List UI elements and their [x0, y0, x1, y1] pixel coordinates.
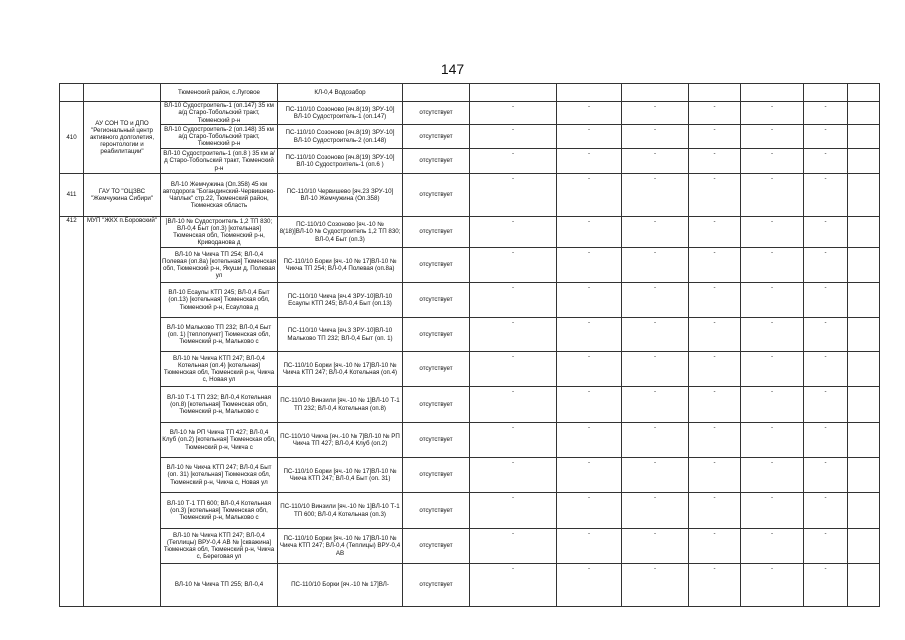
dash-cell: -	[804, 174, 848, 217]
dash-cell: -	[622, 217, 689, 248]
empty-cell	[848, 102, 880, 125]
dash-cell: -	[689, 248, 741, 283]
status-cell: отсутствует	[403, 102, 470, 125]
status-cell: отсутствует	[403, 352, 470, 387]
table-row	[60, 493, 880, 529]
dash-cell: -	[557, 125, 622, 149]
table-row	[60, 318, 880, 352]
table-row	[60, 423, 880, 458]
source-cell: ПС-110/10 Червишево [яч.23 ЗРУ-10] ВЛ-10 Жемчужина (Оп.358)	[278, 174, 403, 217]
dash-cell: -	[741, 318, 804, 352]
empty-cell	[804, 84, 848, 102]
dash-cell: -	[557, 283, 622, 318]
dash-cell: -	[689, 102, 741, 125]
dash-cell: -	[557, 217, 622, 248]
table-row	[60, 387, 880, 423]
status-cell: отсутствует	[403, 493, 470, 529]
dash-cell: -	[741, 564, 804, 607]
dash-cell: -	[804, 217, 848, 248]
dash-cell: -	[689, 283, 741, 318]
source-cell: ПС-110/10 Чикча [яч.-10 № 7]ВЛ-10 № РП Чикча ТП 427; ВЛ-0,4 Клуб (оп.2)	[278, 423, 403, 458]
table-row	[60, 283, 880, 318]
table-body	[60, 84, 880, 607]
status-cell: отсутствует	[403, 564, 470, 607]
dash-cell: -	[689, 174, 741, 217]
dash-cell: -	[689, 318, 741, 352]
object-cell: ВЛ-10 Судостроитель-2 (оп.148) 35 км а/д Старо-Тобольский тракт, Тюменский р-н	[161, 125, 278, 149]
status-cell: отсутствует	[403, 217, 470, 248]
dash-cell: -	[741, 217, 804, 248]
dash-cell: -	[741, 248, 804, 283]
dash-cell: -	[557, 458, 622, 493]
dash-cell: -	[689, 149, 741, 174]
dash-cell: -	[470, 102, 557, 125]
status-cell: отсутствует	[403, 529, 470, 564]
empty-cell	[848, 423, 880, 458]
dash-cell: -	[622, 248, 689, 283]
org-cell: ГАУ ТО "ОЦЗВС "Жемчужина Сибири"	[84, 174, 161, 217]
table-row	[60, 84, 880, 102]
empty-cell	[848, 84, 880, 102]
object-cell: ]ВЛ-10 № Судостроитель 1,2 ТП 830; ВЛ-0,4 Быт (оп.3) [котельная] Тюменская обл, Тюменский р-н, Криводанова д	[161, 217, 278, 248]
source-cell: ПС-110/10 Винзили [яч.-10 № 1]ВЛ-10 Т-1 ТП 600; ВЛ-0,4 Котельная (оп.3)	[278, 493, 403, 529]
table-row	[60, 248, 880, 283]
dash-cell: -	[622, 283, 689, 318]
number-cell	[60, 84, 84, 102]
dash-cell: -	[741, 423, 804, 458]
dash-cell: -	[689, 564, 741, 607]
dash-cell: -	[804, 283, 848, 318]
object-cell: ВЛ-10 Т-1 ТП 232; ВЛ-0,4 Котельная (оп.8) [котельная] Тюменская обл, Тюменский р-н, Мальково с	[161, 387, 278, 423]
empty-cell	[848, 283, 880, 318]
status-cell: отсутствует	[403, 423, 470, 458]
dash-cell: -	[741, 283, 804, 318]
empty-cell	[848, 174, 880, 217]
object-cell: ВЛ-10 № Чикча КТП 247; ВЛ-0,4 Быт (оп. 31) [котельная] Тюменская обл, Тюменский р-н, Чикча с, Новая ул	[161, 458, 278, 493]
table-row	[60, 217, 880, 248]
empty-cell	[470, 84, 557, 102]
dash-cell: -	[622, 564, 689, 607]
empty-cell	[848, 248, 880, 283]
dash-cell: -	[804, 423, 848, 458]
source-cell: ПС-110/10 Борки [яч.-10 № 17]ВЛ-10 № Чикча КТП 247; ВЛ-0,4 Котельная (оп.4)	[278, 352, 403, 387]
dash-cell: -	[741, 493, 804, 529]
object-cell: ВЛ-10 № РП Чикча ТП 427; ВЛ-0,4 Клуб (оп.2) [котельная] Тюменская обл, Тюменский р-н, Чикча с	[161, 423, 278, 458]
dash-cell: -	[804, 352, 848, 387]
object-cell: ВЛ-10 № Чикча ТП 254; ВЛ-0,4 Полевая (оп.8а) [котельная] Тюменская обл, Тюменский р-н, Якуши д, Полевая ул	[161, 248, 278, 283]
source-cell: ПС-110/10 Чикча [яч.3 ЗРУ-10]ВЛ-10 Мальково ТП 232; ВЛ-0,4 Быт (оп. 1)	[278, 318, 403, 352]
source-cell: ПС-110/10 Созоново [яч.-10 № 8(18)]ВЛ-10 № Судостроитель 1,2 ТП 830; ВЛ-0,4 Быт (оп.3)	[278, 217, 403, 248]
object-cell: ВЛ-10 Судостроитель-1 (оп.8 ) 35 км а/д Старо-Тобольский тракт, Тюменский р-н	[161, 149, 278, 174]
dash-cell: -	[470, 149, 557, 174]
empty-cell	[689, 84, 741, 102]
org-cell: МУП "ЖКХ п.Боровский"	[84, 217, 161, 607]
dash-cell: -	[689, 458, 741, 493]
dash-cell: -	[622, 387, 689, 423]
dash-cell: -	[804, 149, 848, 174]
dash-cell: -	[804, 387, 848, 423]
dash-cell: -	[470, 174, 557, 217]
dash-cell: -	[557, 248, 622, 283]
dash-cell: -	[689, 387, 741, 423]
object-cell: ВЛ-10 Мальково ТП 232; ВЛ-0,4 Быт (оп. 1) [теплопункт] Тюменская обл, Тюменский р-н, Мальково с	[161, 318, 278, 352]
dash-cell: -	[689, 352, 741, 387]
dash-cell: -	[470, 125, 557, 149]
dash-cell: -	[622, 493, 689, 529]
dash-cell: -	[741, 458, 804, 493]
status-cell: отсутствует	[403, 149, 470, 174]
source-cell: КЛ-0,4 Водозабор	[278, 84, 403, 102]
dash-cell: -	[804, 248, 848, 283]
empty-cell	[622, 84, 689, 102]
dash-cell: -	[470, 458, 557, 493]
dash-cell: -	[804, 318, 848, 352]
dash-cell: -	[557, 387, 622, 423]
source-cell: ПС-110/10 Борки [яч.-10 № 17]ВЛ-10 № Чикча КТП 247; ВЛ-0,4 Быт (оп. 31)	[278, 458, 403, 493]
number-cell: 412	[60, 217, 84, 607]
source-cell: ПС-110/10 Созоново [яч.8(19) ЗРУ-10] ВЛ-10 Судостроитель-1 (оп.147)	[278, 102, 403, 125]
empty-cell	[848, 149, 880, 174]
status-cell	[403, 84, 470, 102]
dash-cell: -	[557, 318, 622, 352]
object-cell: ВЛ-10 Жемчужина (Оп.358) 45 км автодорога "Богандинский-Червишево-Чаплык" стр.22, Тюменский район, Тюменская область	[161, 174, 278, 217]
dash-cell: -	[557, 564, 622, 607]
object-cell: ВЛ-10 Судостроитель-1 (оп.147) 35 км а/д Старо-Тобольский тракт, Тюменский р-н	[161, 102, 278, 125]
dash-cell: -	[622, 125, 689, 149]
source-cell: ПС-110/10 Борки [яч.-10 № 17]ВЛ-	[278, 564, 403, 607]
org-cell: АУ СОН ТО и ДПО "Региональный центр активного долголетия, геронтологии и реабилитации"	[84, 102, 161, 174]
number-cell: 410	[60, 102, 84, 174]
table-row	[60, 149, 880, 174]
dash-cell: -	[741, 149, 804, 174]
dash-cell: -	[557, 423, 622, 458]
dash-cell: -	[470, 283, 557, 318]
dash-cell: -	[622, 458, 689, 493]
dash-cell: -	[804, 529, 848, 564]
table-row	[60, 529, 880, 564]
dash-cell: -	[804, 564, 848, 607]
source-cell: ПС-110/10 Борки [яч.-10 № 17]ВЛ-10 № Чикча КТП 247; ВЛ-0,4 (Теплицы) ВРУ-0,4 АВ	[278, 529, 403, 564]
status-cell: отсутствует	[403, 283, 470, 318]
status-cell: отсутствует	[403, 248, 470, 283]
dash-cell: -	[622, 352, 689, 387]
dash-cell: -	[741, 102, 804, 125]
dash-cell: -	[622, 102, 689, 125]
dash-cell: -	[741, 352, 804, 387]
table-row	[60, 352, 880, 387]
dash-cell: -	[470, 387, 557, 423]
object-cell: ВЛ-10 № Чикча КТП 247; ВЛ-0,4 Котельная (оп.4) [котельная] Тюменская обл, Тюменский р-н, Чикча с, Новая ул	[161, 352, 278, 387]
dash-cell: -	[689, 125, 741, 149]
empty-cell	[848, 387, 880, 423]
empty-cell	[848, 529, 880, 564]
dash-cell: -	[557, 529, 622, 564]
dash-cell: -	[470, 564, 557, 607]
source-cell: ПС-110/10 Чикча [яч.4 ЗРУ-10]ВЛ-10 Есаулы КТП 245; ВЛ-0,4 Быт (оп.13)	[278, 283, 403, 318]
dash-cell: -	[470, 493, 557, 529]
dash-cell: -	[557, 493, 622, 529]
object-cell: Тюменский район, с.Луговое	[161, 84, 278, 102]
empty-cell	[848, 125, 880, 149]
dash-cell: -	[470, 217, 557, 248]
dash-cell: -	[689, 529, 741, 564]
dash-cell: -	[804, 102, 848, 125]
dash-cell: -	[470, 423, 557, 458]
dash-cell: -	[804, 493, 848, 529]
source-cell: ПС-110/10 Созоново [яч.8(19) ЗРУ-10] ВЛ-10 Судостроитель-1 (оп.6 )	[278, 149, 403, 174]
dash-cell: -	[741, 174, 804, 217]
status-cell: отсутствует	[403, 125, 470, 149]
empty-cell	[848, 217, 880, 248]
empty-cell	[848, 458, 880, 493]
status-cell: отсутствует	[403, 387, 470, 423]
object-cell: ВЛ-10 № Чикча КТП 247; ВЛ-0,4 (Теплицы) ВРУ-0,4 АВ № ]скважина] Тюменская обл, Тюменский р-н, Чикча с, Береговая ул	[161, 529, 278, 564]
dash-cell: -	[622, 174, 689, 217]
dash-cell: -	[470, 352, 557, 387]
dash-cell: -	[470, 529, 557, 564]
dash-cell: -	[470, 318, 557, 352]
empty-cell	[848, 352, 880, 387]
dash-cell: -	[622, 423, 689, 458]
empty-cell	[848, 564, 880, 607]
source-cell: ПС-110/10 Винзили [яч.-10 № 1]ВЛ-10 Т-1 ТП 232; ВЛ-0,4 Котельная (оп.8)	[278, 387, 403, 423]
object-cell: ВЛ-10 Есаулы КТП 245; ВЛ-0,4 Быт (оп.13) [котельная] Тюменская обл, Тюменский р-н, Есаулова д	[161, 283, 278, 318]
status-cell: отсутствует	[403, 318, 470, 352]
dash-cell: -	[689, 493, 741, 529]
dash-cell: -	[741, 387, 804, 423]
org-cell	[84, 84, 161, 102]
dash-cell: -	[557, 174, 622, 217]
empty-cell	[848, 493, 880, 529]
empty-cell	[848, 318, 880, 352]
page-number: 147	[440, 61, 465, 77]
table-row	[60, 564, 880, 607]
dash-cell: -	[741, 529, 804, 564]
dash-cell: -	[689, 217, 741, 248]
dash-cell: -	[689, 423, 741, 458]
status-cell: отсутствует	[403, 174, 470, 217]
source-cell: ПС-110/10 Борки [яч.-10 № 17]ВЛ-10 № Чикча ТП 254; ВЛ-0,4 Полевая (оп.8а)	[278, 248, 403, 283]
data-table	[59, 83, 880, 607]
dash-cell: -	[622, 149, 689, 174]
table-row	[60, 174, 880, 217]
table-row	[60, 458, 880, 493]
object-cell: ВЛ-10 Т-1 ТП 600; ВЛ-0,4 Котельная (оп.3) [котельная] Тюменская обл, Тюменский р-н, Мальково с	[161, 493, 278, 529]
status-cell: отсутствует	[403, 458, 470, 493]
object-cell: ВЛ-10 № Чикча ТП 255; ВЛ-0,4	[161, 564, 278, 607]
dash-cell: -	[557, 149, 622, 174]
dash-cell: -	[804, 458, 848, 493]
dash-cell: -	[557, 102, 622, 125]
table-row	[60, 125, 880, 149]
dash-cell: -	[741, 125, 804, 149]
dash-cell: -	[470, 248, 557, 283]
empty-cell	[741, 84, 804, 102]
table-row	[60, 102, 880, 125]
dash-cell: -	[622, 318, 689, 352]
source-cell: ПС-110/10 Созоново [яч.8(19) ЗРУ-10] ВЛ-10 Судостроитель-2 (оп.148)	[278, 125, 403, 149]
empty-cell	[557, 84, 622, 102]
number-cell: 411	[60, 174, 84, 217]
dash-cell: -	[622, 529, 689, 564]
dash-cell: -	[557, 352, 622, 387]
dash-cell: -	[804, 125, 848, 149]
